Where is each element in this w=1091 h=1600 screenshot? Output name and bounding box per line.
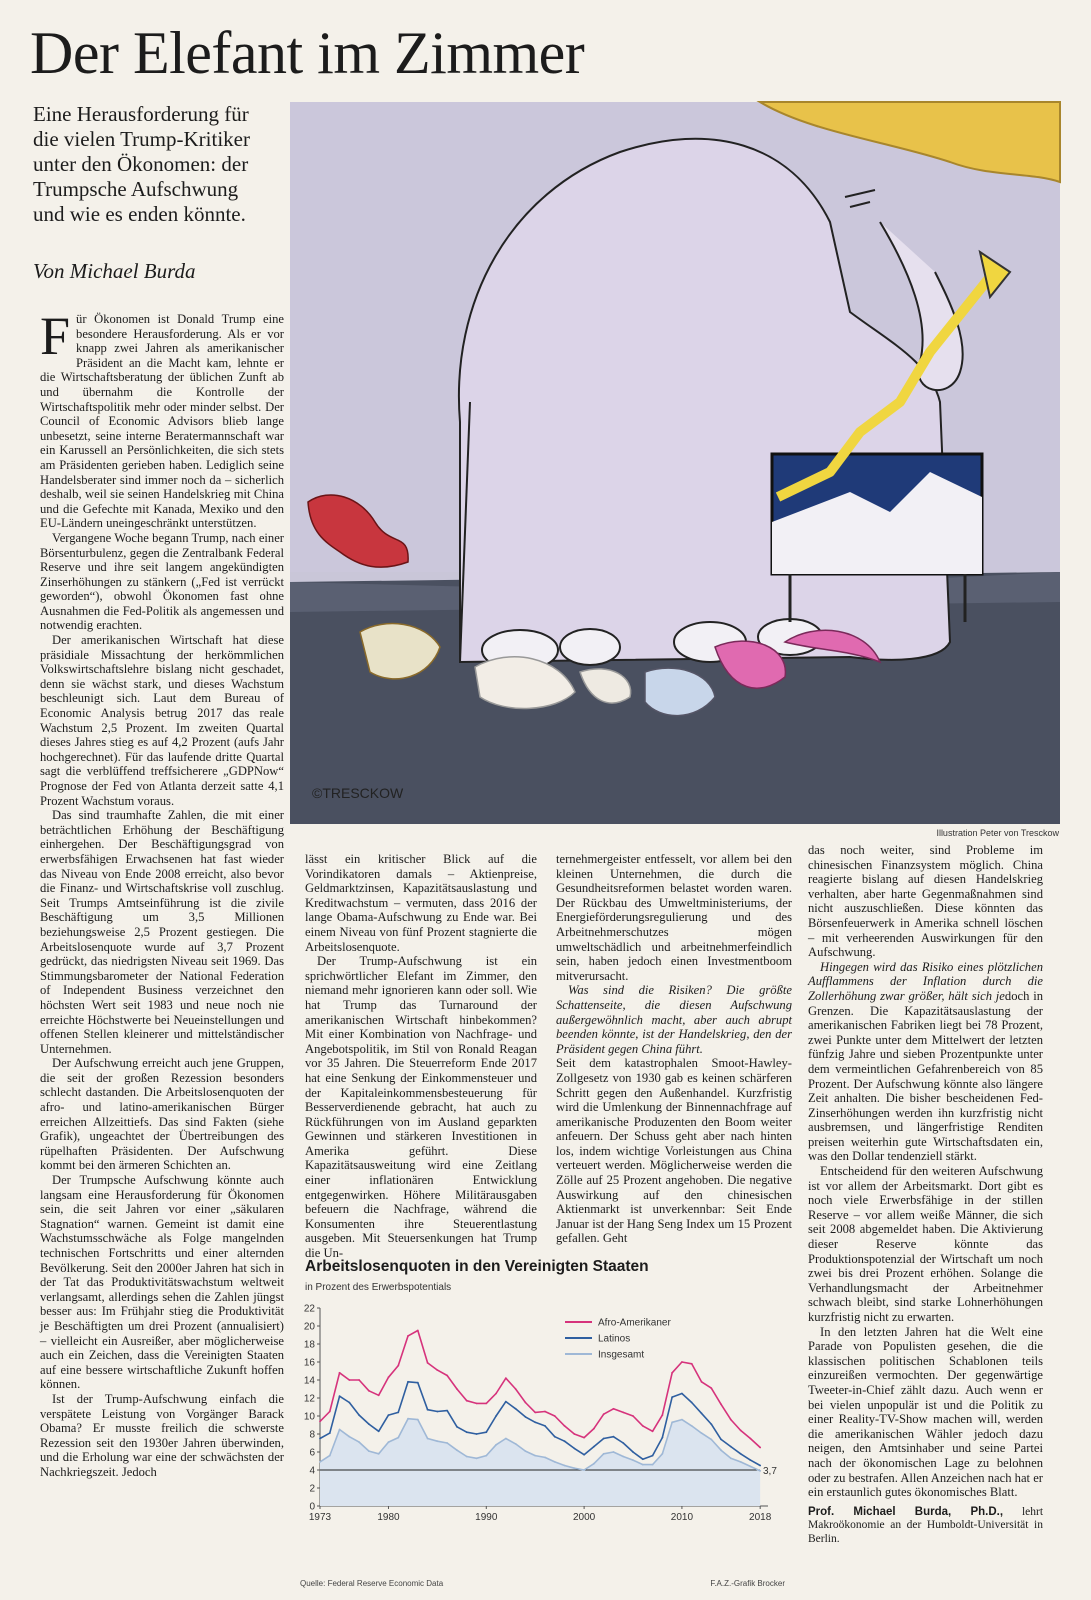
data-point [368, 1390, 370, 1392]
data-point [495, 1444, 497, 1446]
data-point [622, 1412, 624, 1414]
data-point [446, 1375, 448, 1377]
data-point [603, 1453, 605, 1455]
data-point [613, 1408, 615, 1410]
legend-label: Insgesamt [598, 1349, 645, 1361]
data-point [388, 1441, 390, 1443]
illustration [290, 102, 1060, 824]
author-description: lehrt Makroökonomie an der Humboldt-Universität in Berlin. [808, 1505, 1044, 1545]
byline: Von Michael Burda [33, 259, 196, 283]
data-point [534, 1412, 536, 1414]
article-column-1 [40, 306, 284, 1587]
data-point [534, 1455, 536, 1457]
data-point [593, 1463, 595, 1465]
data-point [358, 1379, 360, 1381]
data-point [319, 1438, 321, 1440]
data-point [573, 1433, 575, 1435]
data-point [436, 1369, 438, 1371]
chart-subtitle: in Prozent des Erwerbspotentials [305, 1282, 452, 1293]
x-tick-label: 2010 [670, 1512, 694, 1523]
data-point [740, 1461, 742, 1463]
data-point [701, 1432, 703, 1434]
data-point [446, 1410, 448, 1412]
data-point [407, 1418, 409, 1420]
data-point [564, 1440, 566, 1442]
data-point [407, 1381, 409, 1383]
unemployment-chart [300, 1258, 800, 1593]
reference-line-label: 3,7 [763, 1466, 777, 1477]
data-point [710, 1423, 712, 1425]
y-tick-label: 20 [303, 1321, 315, 1333]
data-point [661, 1453, 663, 1455]
data-point [417, 1330, 419, 1332]
data-point [632, 1459, 634, 1461]
data-point [573, 1448, 575, 1450]
data-point [456, 1449, 458, 1451]
data-point [339, 1429, 341, 1431]
series-area-insgesamt [320, 1419, 760, 1506]
data-point [564, 1425, 566, 1427]
x-tick-label: 2000 [572, 1512, 596, 1523]
data-point [525, 1416, 527, 1418]
data-point [691, 1425, 693, 1427]
y-tick-label: 22 [303, 1303, 315, 1315]
paragraph: Das sind traumhafte Zahlen, die mit einer beträchtlichen Erhöhung der Beschäftigung einhergehen. Der Beschäftigungsgrad von erwerbsfähigen Erwachsenen hat fast wieder das Niveau von Ende 2008 erreicht, also bevor die Finanz- und Wirtschaftskrise voll zuschlug. Seit Trumps Amtseinführung ist die zivile Beschäftigung um 3,5 Millionen beziehungsweise 2,5 Prozent gestiegen. Die Arbeitslosenquote wurde auf 3,7 Prozent gedrückt, das niedrigsten Niveau seit 1969. Das Stimmungsbarometer der National Federation of Independent Business verzeichnet den höchsten Wert seit 1983 und neue noch nie erreichte Höchstwerte bei Neueinstellungen und offenen Stellen kleinerer und mittelständischer Unternehmen. [40, 808, 284, 1056]
data-point [388, 1376, 390, 1378]
data-point [661, 1437, 663, 1439]
data-point [525, 1450, 527, 1452]
data-point [427, 1362, 429, 1364]
data-point [740, 1453, 742, 1455]
data-point [505, 1401, 507, 1403]
data-point [534, 1421, 536, 1423]
data-point [388, 1414, 390, 1416]
chart-source: Quelle: Federal Reserve Economic Data [300, 1579, 444, 1588]
data-point [417, 1419, 419, 1421]
chart-plot [300, 1258, 800, 1578]
paragraph: das noch weiter, sind Probleme im chinesischen Finanzsystem möglich. China reagierte bislang auf diesen Handelskrieg verhalten, aber harte Gegenmaßnahmen sind nicht auszuschließen. Diese könnten das Börsenfeuerwerk in Amerika schnell löschen – mit verheerenden Auswirkungen für den Aufschwung. [808, 843, 1043, 960]
data-point [691, 1363, 693, 1365]
data-point [573, 1467, 575, 1469]
data-point [622, 1456, 624, 1458]
data-point [427, 1409, 429, 1411]
data-point [466, 1431, 468, 1433]
article-column-4 [808, 843, 1043, 1591]
data-point [515, 1388, 517, 1390]
paragraph: Ist der Trump-Aufschwung einfach die verspätete Leistung von Vorgänger Barack Obama? Er musste freilich die schwerste Rezession seit den 1930er Jahren überwinden, und die Erholung war eine der schwächsten der Nachkriegszeit. Jedoch [40, 1391, 284, 1479]
data-point [681, 1419, 683, 1421]
data-point [759, 1465, 761, 1467]
data-point [417, 1382, 419, 1384]
data-point [554, 1415, 556, 1417]
data-point [485, 1455, 487, 1457]
data-point [652, 1464, 654, 1466]
data-point [495, 1393, 497, 1395]
data-point [632, 1415, 634, 1417]
data-point [583, 1469, 585, 1471]
data-point [456, 1426, 458, 1428]
data-point [652, 1430, 654, 1432]
data-point [378, 1453, 380, 1455]
chart-credit: F.A.Z.-Grafik Brocker [710, 1579, 785, 1588]
drop-cap: F [40, 306, 71, 366]
data-point [485, 1403, 487, 1405]
data-point [661, 1414, 663, 1416]
data-point [319, 1461, 321, 1463]
data-point [339, 1395, 341, 1397]
y-tick-label: 0 [309, 1501, 315, 1513]
paragraph: Entscheidend für den weiteren Aufschwung ist vor allem der Arbeitsmarkt. Dort gibt es noch viele Erwerbsfähige in der stillen Reserve – vor allem weiße Männer, die sich seit 2008 abgemeldet haben. Die Aktivierung dieser Reserve könnte das Produktionspotenzial der Wirtschaft um noch zwei bis drei Prozent erhöhen. Solange die Verhandlungsmacht der Arbeitnehmer schwach bleibt, sind starke Lohnerhöhungen kurzfristig nicht zu erwarten. [808, 1164, 1043, 1324]
paragraph: Vergangene Woche begann Trump, nach einer Börsenturbulenz, gegen die Zentralbank Federal Reserve und ihre seit langem angekündigten Zinserhöhungen zu stänkern („Fed ist verrückt geworden“), obwohl Ökonomen fast ohne Ausnahmen die Fed-Politik als angemessen und notwendig erachten. [40, 530, 284, 633]
data-point [671, 1372, 673, 1374]
y-tick-label: 8 [309, 1429, 315, 1441]
interstitial-question: Was sind die Risiken? Die größte Schattenseite, die diesen Aufschwung außergewöhnlich macht, aber auch abrupt beenden könnte, ist der Handelskrieg, den der Präsident gegen China führt. [556, 983, 792, 1056]
data-point [368, 1450, 370, 1452]
data-point [749, 1466, 751, 1468]
data-point [339, 1372, 341, 1374]
data-point [485, 1431, 487, 1433]
paragraph: Der Trump-Aufschwung ist ein sprichwörtlicher Elefant im Zimmer, den niemand mehr ignorieren kann oder soll. Wie hat Trump das Turnaround der amerikanischen Wirtschaft hinbekommen? Mit einer Kombination von Nachfrage- und Angebotspolitik, im Stil von Ronald Reagan vor 35 Jahren. Die Steuerreform Ende 2017 hat eine Senkung der Einkommensteuer und der Kapitaleinkommensbesteuerung für Besserverdienende gebracht, hat auch zu Rückführungen von im Ausland geparkten Gewinnen und stärkeren Investitionen in Amerika geführt. Diese Kapazitätsausweitung wird eine Zeitlang einer inflationären Entwicklung entgegenwirken. Höhere Militärausgaben befeuern die Nachfrage, während die Konsumenten ihre Steuerentlastung ausgeben. Mit Steuersenkungen hat Trump die Un- [305, 954, 537, 1261]
data-point [632, 1451, 634, 1453]
data-point [358, 1441, 360, 1443]
paragraph-italic: Hingegen wird das Risiko eines plötzlichen Aufflammens der Inflation durch die Zollerhöhung zwar größer, hält sich je [808, 959, 1043, 1003]
paragraph: Der amerikanischen Wirtschaft hat diese präsidiale Missachtung der herkömmlichen Volkswirtschaftslehre bislang nicht geschadet, denn sie wächst stark, und dieses Wachstum beschleunigt sich. Laut dem Bureau of Economic Analysis betrug 2017 das reale Wachstum 2,5 Prozent. Im zweiten Quartal dieses Jahres stieg es auf 4,2 Prozent (aufs Jahr hochgerechnet). Für das laufende dritte Quartal sagt die verblüffend treffsicherere „GDPNow“ Prognose der Fed von Atlanta derzeit satte 4,1 Prozent Wachstum voraus. [40, 633, 284, 808]
data-point [671, 1396, 673, 1398]
data-point [642, 1425, 644, 1427]
paragraph: In den letzten Jahren hat die Welt eine Parade von Populisten gesehen, die die klassischen politischen Schablonen teils einzureißen vermochten. Der gegenwärtige Tweeter-in-Chief zählt dazu. Auch wenn er bei vielen unpopulär ist und die Politik zu einer Reality-TV-Show machen will, werden die amerikanischen Wähler jedoch dazu neigen, den Amtsinhaber und seine Partei nach der ökonomischen Lage zu belohnen oder zu bestrafen. Allen Anzeichen nach hat er ein erstaunlich gutes ökonomisches Blatt. [808, 1324, 1043, 1500]
data-point [436, 1411, 438, 1413]
author-bio [808, 1506, 1043, 1547]
author-name: Prof. Michael Burda, Ph.D., [808, 1505, 1004, 1518]
x-tick-label: 1980 [377, 1512, 400, 1523]
data-point [329, 1411, 331, 1413]
data-point [329, 1432, 331, 1434]
data-point [505, 1438, 507, 1440]
y-tick-label: 14 [303, 1375, 315, 1387]
data-point [348, 1402, 350, 1404]
subheadline: Eine Herausforderung für die vielen Trump-Kritiker unter den Ökonomen: der Trumpsche Aufschwung und wie es enden könnte. [33, 102, 250, 226]
data-point [759, 1470, 761, 1472]
data-point [710, 1387, 712, 1389]
data-point [583, 1437, 585, 1439]
data-point [397, 1437, 399, 1439]
data-point [436, 1440, 438, 1442]
data-point [476, 1433, 478, 1435]
data-point [593, 1428, 595, 1430]
data-point [720, 1403, 722, 1405]
headline: Der Elefant im Zimmer [30, 20, 585, 86]
data-point [564, 1465, 566, 1467]
data-point [603, 1413, 605, 1415]
data-point [681, 1393, 683, 1395]
article-column-3 [556, 852, 792, 1246]
paragraph: lässt ein kritischer Blick auf die Vorindikatoren damals – Aktienpreise, Geldmarktzinsen, Kapazitätsauslastung und Kreditwachstum – vermuten, dass 2016 der lange Obama-Aufschwung zu Ende war. Bei einem Niveau von fünf Prozent stagnierte die Arbeitslosenquote. [305, 852, 537, 954]
data-point [740, 1430, 742, 1432]
data-point [554, 1436, 556, 1438]
elephant-foot [560, 629, 620, 665]
data-point [466, 1456, 468, 1458]
data-point [397, 1412, 399, 1414]
data-point [397, 1365, 399, 1367]
data-point [613, 1451, 615, 1453]
data-point [348, 1436, 350, 1438]
data-point [593, 1446, 595, 1448]
data-point [759, 1447, 761, 1449]
data-point [476, 1403, 478, 1405]
data-point [368, 1423, 370, 1425]
data-point [749, 1459, 751, 1461]
y-tick-label: 10 [303, 1411, 315, 1423]
x-tick-label: 2018 [749, 1512, 772, 1523]
paragraph: Seit dem katastrophalen Smoot-Hawley-Zollgesetz von 1930 gab es keinen schärferen Schritt gegen den Außenhandel. Kurzfristig wird die Umlenkung der Binnennachfrage auf amerikanische Produzenten den Boom weiter anfeuern. Der Schuss geht aber nach hinten los, indem wichtige Vorleistungen aus China verteuert werden. Möglicherweise werden die Zölle auf 25 Prozent angehoben. Die negative Auswirkung auf den chinesischen Aktienmarkt ist unverkennbar: Seit Ende Januar ist der Hang Seng Index um 15 Prozent gefallen. Geht [556, 1056, 792, 1246]
data-point [603, 1438, 605, 1440]
y-tick-label: 6 [309, 1447, 315, 1459]
legend-label: Latinos [598, 1333, 631, 1345]
data-point [544, 1425, 546, 1427]
article-column-2 [305, 852, 537, 1261]
data-point [691, 1402, 693, 1404]
data-point [378, 1394, 380, 1396]
paragraph: ternehmergeister entfesselt, vor allem bei den kleinen Unternehmen, die durch die Gesundheitsreformen belastet worden waren. Der Rückbau des Umweltministeriums, der Energieförderungsregulierung und des Arbeitnehmerschutzes mögen umweltschädlich und arbeitnehmerfeindlich sein, haben jedoch einen Investmentboom mitverursacht. [556, 852, 792, 983]
data-point [446, 1442, 448, 1444]
data-point [671, 1421, 673, 1423]
data-point [642, 1458, 644, 1460]
data-point [515, 1443, 517, 1445]
y-tick-label: 4 [309, 1465, 315, 1477]
y-tick-label: 12 [303, 1393, 315, 1405]
data-point [622, 1442, 624, 1444]
paragraph: Der Trumpsche Aufschwung könnte auch langsam eine Herausforderung für Ökonomen sein, die seit Jahren vor einer „säkularen Stagnation“ warnen. Gemeint ist damit eine Wachstumsschwäche als Folge mangelnden technischen Fortschritts und einer alternden Bevölkerung. Seit den 2000er Jahren hat sich in der Tat das Produktivitätswachstum weltweit verlangsamt, allerdings sehen die Zahlen jüngst besser aus: Im Frühjahr stieg die Produktivität je Beschäftigten um drei Prozent (annualisiert) – vielleicht ein Ausreißer, aber möglicherweise auch ein Zeichen, dass die Vereinigten Staaten auf eine bessere wirtschaftliche Zukunft hoffen können. [40, 1173, 284, 1392]
data-point [319, 1421, 321, 1423]
data-point [525, 1402, 527, 1404]
data-point [710, 1439, 712, 1441]
data-point [495, 1415, 497, 1417]
data-point [407, 1335, 409, 1337]
data-point [515, 1408, 517, 1410]
data-point [348, 1379, 350, 1381]
data-point [505, 1377, 507, 1379]
legend-label: Afro-Amerikaner [598, 1317, 671, 1329]
data-point [378, 1430, 380, 1432]
data-point [720, 1449, 722, 1451]
data-point [476, 1457, 478, 1459]
data-point [583, 1454, 585, 1456]
data-point [613, 1436, 615, 1438]
data-point [730, 1446, 732, 1448]
data-point [642, 1464, 644, 1466]
data-point [358, 1414, 360, 1416]
data-point [544, 1457, 546, 1459]
data-point [701, 1412, 703, 1414]
paragraph: doch in Grenzen. Die Kapazitätsauslastung der amerikanischen Fabriken liegt bei 78 Prozent, zwei Punkte unter dem Mittelwert der letzten fünfzig Jahre und sieben Prozentpunkte unter dem vermeintlichen Gefahrenbereich von 85 Prozent. Der Aufschwung könnte also längere Zeit anhalten. Die bisher bescheidenen Fed-Zinserhöhungen werden ihn kurzfristig nicht ausbremsen, und längerfristige Renditen preisen weiterhin gute Wirtschaftsdaten ein, was den Dollar tendenziell stärkt. [808, 988, 1043, 1164]
x-tick-label: 1973 [308, 1512, 332, 1523]
data-point [466, 1400, 468, 1402]
data-point [329, 1455, 331, 1457]
data-point [456, 1388, 458, 1390]
data-point [544, 1411, 546, 1413]
y-tick-label: 16 [303, 1357, 315, 1369]
paragraph: Der Aufschwung erreicht auch jene Gruppen, die seit der großen Rezession besonders schlecht dastanden. Die Arbeitslosenquoten der afro- und latino-amerikanischen Bürger erreichen Allzeittiefs. Das sind Fakten (siehe Grafik), ungeachtet der Übertreibungen des rüpelhaften Präsidenten. Der Aufschwung kommt bei den ärmeren Schichten an. [40, 1056, 284, 1173]
data-point [720, 1439, 722, 1441]
illustration-credit: Illustration Peter von Tresckow [936, 828, 1059, 838]
y-tick-label: 18 [303, 1339, 315, 1351]
illustration-signature: ©TRESCKOW [312, 785, 404, 801]
paragraph: ür Ökonomen ist Donald Trump eine besondere Herausforderung. Als er vor knapp zwei Jahren als amerikanischer Präsident an die Macht kam, lehnte er die Wirtschaftsberatung der üblichen Zunft ab und übernahm die Kontrolle der Wirtschaftspolitik mehr oder minder selbst. Der Council of Economic Advisors blieb lange unbesetzt, seine interne Beratermannschaft war ein Karussell an Persönlichkeiten, die sich stets am Präsidenten gerieben haben. Lediglich seine Handelsberater sind immer noch da – sicherlich deshalb, weil sie seinen Handelskrieg mit China und die Gefechte mit Kanada, Mexiko und den EU-Ländern uneingeschränkt unterstützen. [40, 312, 284, 531]
data-point [652, 1455, 654, 1457]
data-point [681, 1361, 683, 1363]
data-point [701, 1381, 703, 1383]
data-point [730, 1457, 732, 1459]
data-point [554, 1461, 556, 1463]
chart-title: Arbeitslosenquoten in den Vereinigten Staaten [305, 1258, 649, 1275]
x-tick-label: 1990 [475, 1512, 498, 1523]
data-point [730, 1419, 732, 1421]
y-tick-label: 2 [309, 1483, 315, 1495]
data-point [427, 1438, 429, 1440]
data-point [749, 1438, 751, 1440]
elephant-illustration [290, 102, 1060, 824]
